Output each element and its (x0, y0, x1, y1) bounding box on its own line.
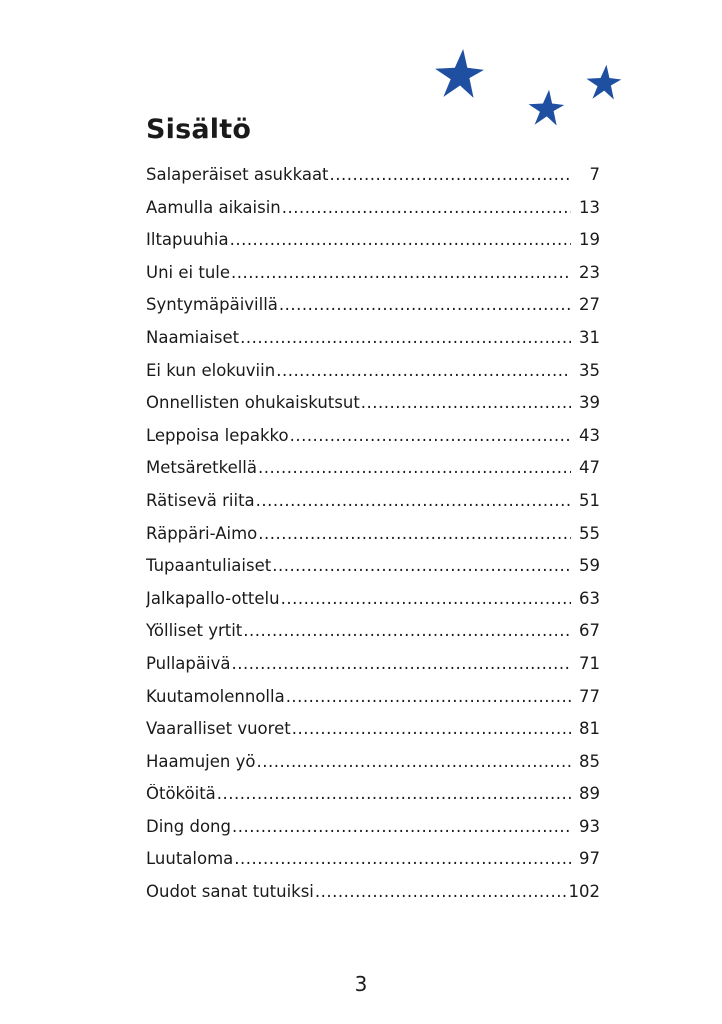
toc-dot-leader (290, 426, 571, 445)
toc-entry (146, 719, 600, 752)
toc-entry-title: Luutaloma (146, 849, 234, 869)
toc-entry-title: Haamujen yö (146, 751, 256, 771)
toc-dot-leader (258, 524, 571, 543)
toc-dot-leader (232, 817, 571, 836)
toc-entry-title: Salaperäiset asukkaat (146, 165, 329, 184)
toc-dot-leader (217, 784, 571, 803)
toc-entry (146, 263, 600, 296)
toc-entry-title: Jalkapallo-ottelu (146, 588, 280, 608)
toc-entry-page: 23 (579, 262, 600, 282)
toc-entry (146, 458, 600, 491)
toc-entry-page: 67 (579, 621, 600, 641)
toc-entry-page: 47 (579, 458, 600, 478)
toc-entry (146, 426, 600, 459)
toc-dot-leader (276, 361, 571, 380)
toc-entry-page: 89 (579, 784, 600, 804)
toc-dot-leader (286, 687, 571, 706)
toc-dot-leader (240, 328, 571, 347)
toc-entry-page: 7 (589, 165, 600, 184)
toc-entry (146, 849, 600, 882)
toc-entry-page: 97 (579, 849, 600, 869)
toc-entry (146, 654, 600, 687)
toc-dot-leader (234, 849, 571, 868)
toc-dot-leader (243, 621, 571, 640)
star-icon (527, 89, 565, 127)
toc-entry (146, 882, 600, 915)
toc-dot-leader (361, 393, 571, 412)
toc-entry-page: 55 (579, 523, 600, 543)
toc-dot-leader (330, 165, 571, 184)
toc-entry-title: Tupaantuliaiset (146, 556, 272, 576)
toc-entry (146, 556, 600, 589)
toc-entry-page: 71 (579, 653, 600, 673)
toc-entry-title: Syntymäpäivillä (146, 295, 278, 315)
toc-entry-title: Rätisevä riita (146, 490, 255, 510)
toc-dot-leader (256, 491, 571, 510)
toc-entry-page: 59 (579, 556, 600, 576)
toc-entry-title: Ötököitä (146, 784, 216, 804)
toc-entry-page: 35 (579, 360, 600, 380)
toc-entry-title: Onnellisten ohukaiskutsut (146, 393, 360, 413)
toc-entry-page: 63 (579, 588, 600, 608)
toc-dot-leader (315, 882, 566, 901)
toc-dot-leader (230, 230, 571, 249)
toc-entry-title: Yölliset yrtit (146, 621, 243, 641)
toc-entry-title: Metsäretkellä (146, 458, 258, 478)
toc-entry-page: 93 (579, 816, 600, 836)
toc-dot-leader (281, 589, 571, 608)
toc-dot-leader (231, 263, 571, 282)
toc-entry-page: 13 (579, 197, 600, 217)
toc-entry (146, 589, 600, 622)
toc-entry-title: Aamulla aikaisin (146, 197, 281, 217)
toc-entry (146, 328, 600, 361)
star-icon (433, 48, 485, 100)
toc-dot-leader (258, 458, 571, 477)
toc-entry-title: Vaaralliset vuoret (146, 719, 291, 739)
toc-entry-page: 43 (579, 425, 600, 445)
toc-entry (146, 784, 600, 817)
toc-entry (146, 361, 600, 394)
toc-entry-page: 81 (579, 719, 600, 739)
star-icon (585, 64, 622, 101)
toc-dot-leader (292, 719, 571, 738)
toc-entry-title: Leppoisa lepakko (146, 425, 289, 445)
toc-entry-page: 31 (579, 327, 600, 347)
page-title: Sisältö (146, 114, 252, 145)
toc-entry (146, 230, 600, 263)
toc-entry-page: 77 (579, 686, 600, 706)
toc-entry-title: Räppäri-Aimo (146, 523, 258, 543)
toc-entry-title: Oudot sanat tutuiksi (146, 882, 314, 902)
decorative-stars (0, 0, 722, 140)
toc-entry-page: 51 (579, 490, 600, 510)
toc-entry-title: Iltapuuhia (146, 230, 229, 250)
toc-dot-leader (282, 198, 571, 217)
toc-entry-title: Uni ei tule (146, 262, 231, 282)
toc-dot-leader (279, 295, 571, 314)
toc-entry-page: 27 (579, 295, 600, 315)
toc-entry (146, 621, 600, 654)
toc-entry-title: Ei kun elokuviin (146, 360, 276, 380)
toc-entry (146, 393, 600, 426)
toc-entry (146, 687, 600, 720)
toc-entry (146, 165, 600, 198)
toc-entry-title: Pullapäivä (146, 653, 231, 673)
toc-entry-page: 39 (579, 393, 600, 413)
toc-entry (146, 817, 600, 850)
toc-entry (146, 524, 600, 557)
toc-entry (146, 198, 600, 231)
toc-entry (146, 752, 600, 785)
toc-entry-title: Ding dong (146, 816, 231, 836)
toc-entry-title: Naamiaiset (146, 327, 240, 347)
toc-entry (146, 491, 600, 524)
toc-dot-leader (231, 654, 571, 673)
toc-entry-page: 102 (568, 882, 600, 902)
toc-dot-leader (272, 556, 571, 575)
table-of-contents (146, 165, 600, 915)
toc-entry-page: 19 (579, 230, 600, 250)
page-number: 3 (354, 972, 368, 996)
toc-dot-leader (256, 752, 571, 771)
toc-entry (146, 295, 600, 328)
toc-entry-title: Kuutamolennolla (146, 686, 285, 706)
toc-entry-page: 85 (579, 751, 600, 771)
